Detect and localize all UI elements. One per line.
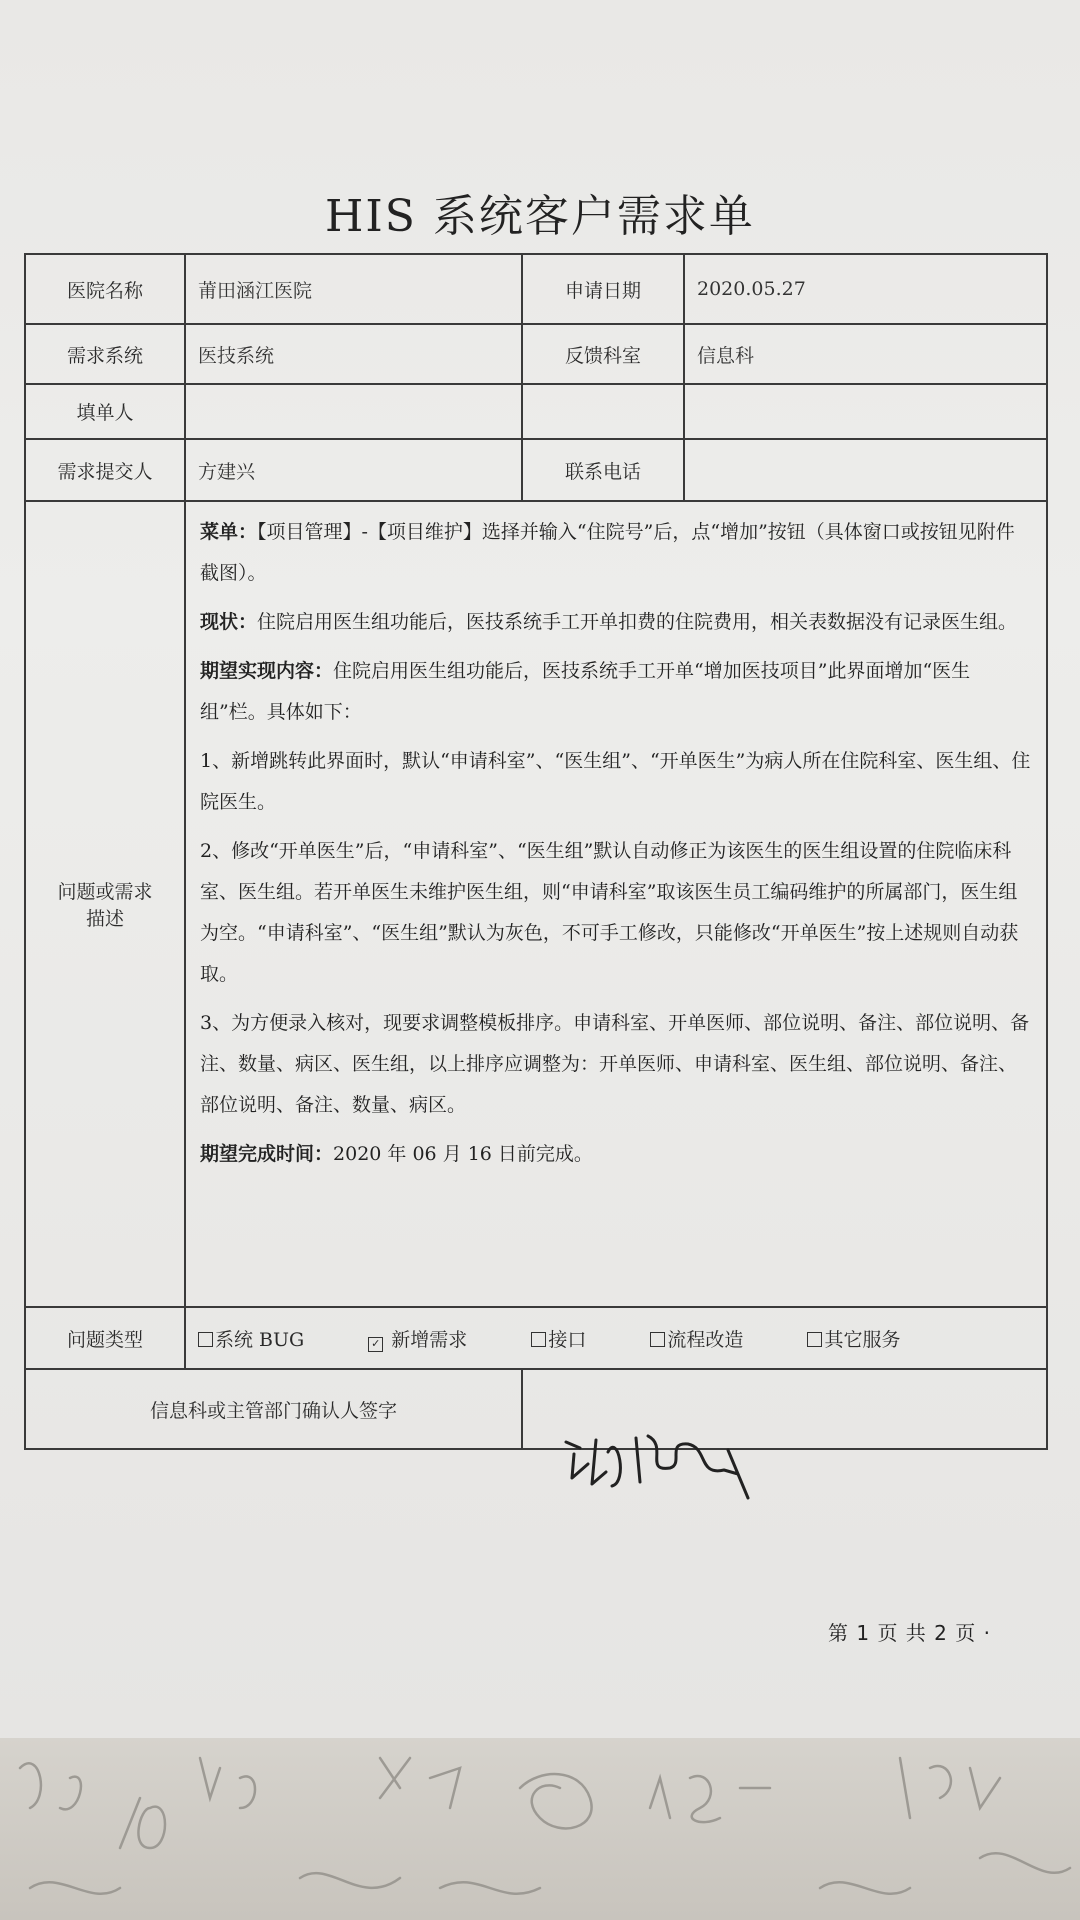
option-other-service[interactable]: 其它服务	[807, 1325, 900, 1352]
empty-label-cell	[522, 384, 684, 439]
empty-value-cell	[684, 384, 1047, 439]
system-label: 需求系统	[25, 324, 185, 384]
checkbox-icon	[807, 1332, 822, 1347]
signoff-label: 信息科或主管部门确认人签字	[25, 1369, 522, 1449]
menu-paragraph	[200, 512, 1032, 594]
dept-label: 反馈科室	[522, 324, 684, 384]
date-label: 申请日期	[522, 254, 684, 324]
requirement-item-3: 3、为方便录入核对，现要求调整模板排序。申请科室、开单医师、部位说明、备注、部位说明、备注、数量、病区、医生组，以上排序应调整为：开单医师、申请科室、医生组、部位说明、备注、部位说明、备注、数量、病区。	[200, 1012, 1030, 1116]
checked-checkbox-icon: ✓	[368, 1337, 383, 1352]
expect-label: 期望实现内容：	[200, 660, 334, 682]
page-footer: 第 1 页 共 2 页 ·	[828, 1621, 991, 1645]
desk-background	[0, 1738, 1080, 1920]
expect-text: 住院启用医生组功能后，医技系统手工开单“增加医技项目”此界面增加“医生组”栏。具体如下：	[200, 660, 971, 723]
deadline-paragraph	[200, 1134, 1032, 1175]
deadline-label: 期望完成时间：	[200, 1143, 334, 1165]
filler-value	[185, 384, 522, 439]
issue-type-options	[185, 1307, 1047, 1369]
expect-paragraph	[200, 651, 1032, 733]
submitter-value: 方建兴	[185, 439, 522, 501]
phone-label: 联系电话	[522, 439, 684, 501]
description-body	[185, 501, 1047, 1307]
date-value: 2020.05.27	[684, 254, 1047, 324]
hospital-value: 莆田涵江医院	[185, 254, 522, 324]
option-system-bug[interactable]: 系统 BUG	[198, 1325, 304, 1352]
description-label	[25, 501, 185, 1307]
checkbox-icon	[531, 1332, 546, 1347]
status-paragraph	[200, 602, 1032, 643]
system-value: 医技系统	[185, 324, 522, 384]
desk-scribbles	[0, 1738, 1080, 1920]
checkbox-icon	[198, 1332, 213, 1347]
handwritten-signature	[548, 1412, 788, 1502]
menu-text: 【项目管理】-【项目维护】选择并输入“住院号”后，点“增加”按钮（具体窗口或按钮见附件截图）。	[200, 521, 1015, 584]
requirement-item-1: 1、新增跳转此界面时，默认“申请科室”、“医生组”、“开单医生”为病人所在住院科室、医生组、住院医生。	[200, 750, 1031, 813]
document-title: HIS 系统客户需求单	[325, 191, 755, 242]
status-label: 现状：	[200, 611, 258, 633]
checkbox-icon	[650, 1332, 665, 1347]
menu-label: 菜单：	[200, 521, 258, 543]
dept-value: 信息科	[684, 324, 1047, 384]
option-interface[interactable]: 接口	[531, 1325, 586, 1352]
filler-label: 填单人	[25, 384, 185, 439]
issue-type-label: 问题类型	[25, 1307, 185, 1369]
option-new-requirement[interactable]: ✓ 新增需求	[368, 1325, 467, 1352]
status-text: 住院启用医生组功能后，医技系统手工开单扣费的住院费用，相关表数据没有记录医生组。	[257, 611, 1018, 633]
submitter-label: 需求提交人	[25, 439, 185, 501]
option-process-change[interactable]: 流程改造	[650, 1325, 743, 1352]
description-label-line1: 问题或需求	[57, 881, 153, 903]
deadline-text: 2020 年 06 月 16 日前完成。	[333, 1143, 593, 1165]
requirement-item-2: 2、修改“开单医生”后，“申请科室”、“医生组”默认自动修正为该医生的医生组设置的住院临床科室、医生组。若开单医生未维护医生组，则“申请科室”取该医生员工编码维护的所属部门，医生组为空。“申请科室”、“医生组”默认为灰色，不可手工修改，只能修改“开单医生”按上述规则自动获取。	[200, 840, 1019, 985]
request-form-table	[24, 253, 1048, 1450]
description-label-line2: 描述	[85, 908, 124, 930]
phone-value	[684, 439, 1047, 501]
hospital-label: 医院名称	[25, 254, 185, 324]
